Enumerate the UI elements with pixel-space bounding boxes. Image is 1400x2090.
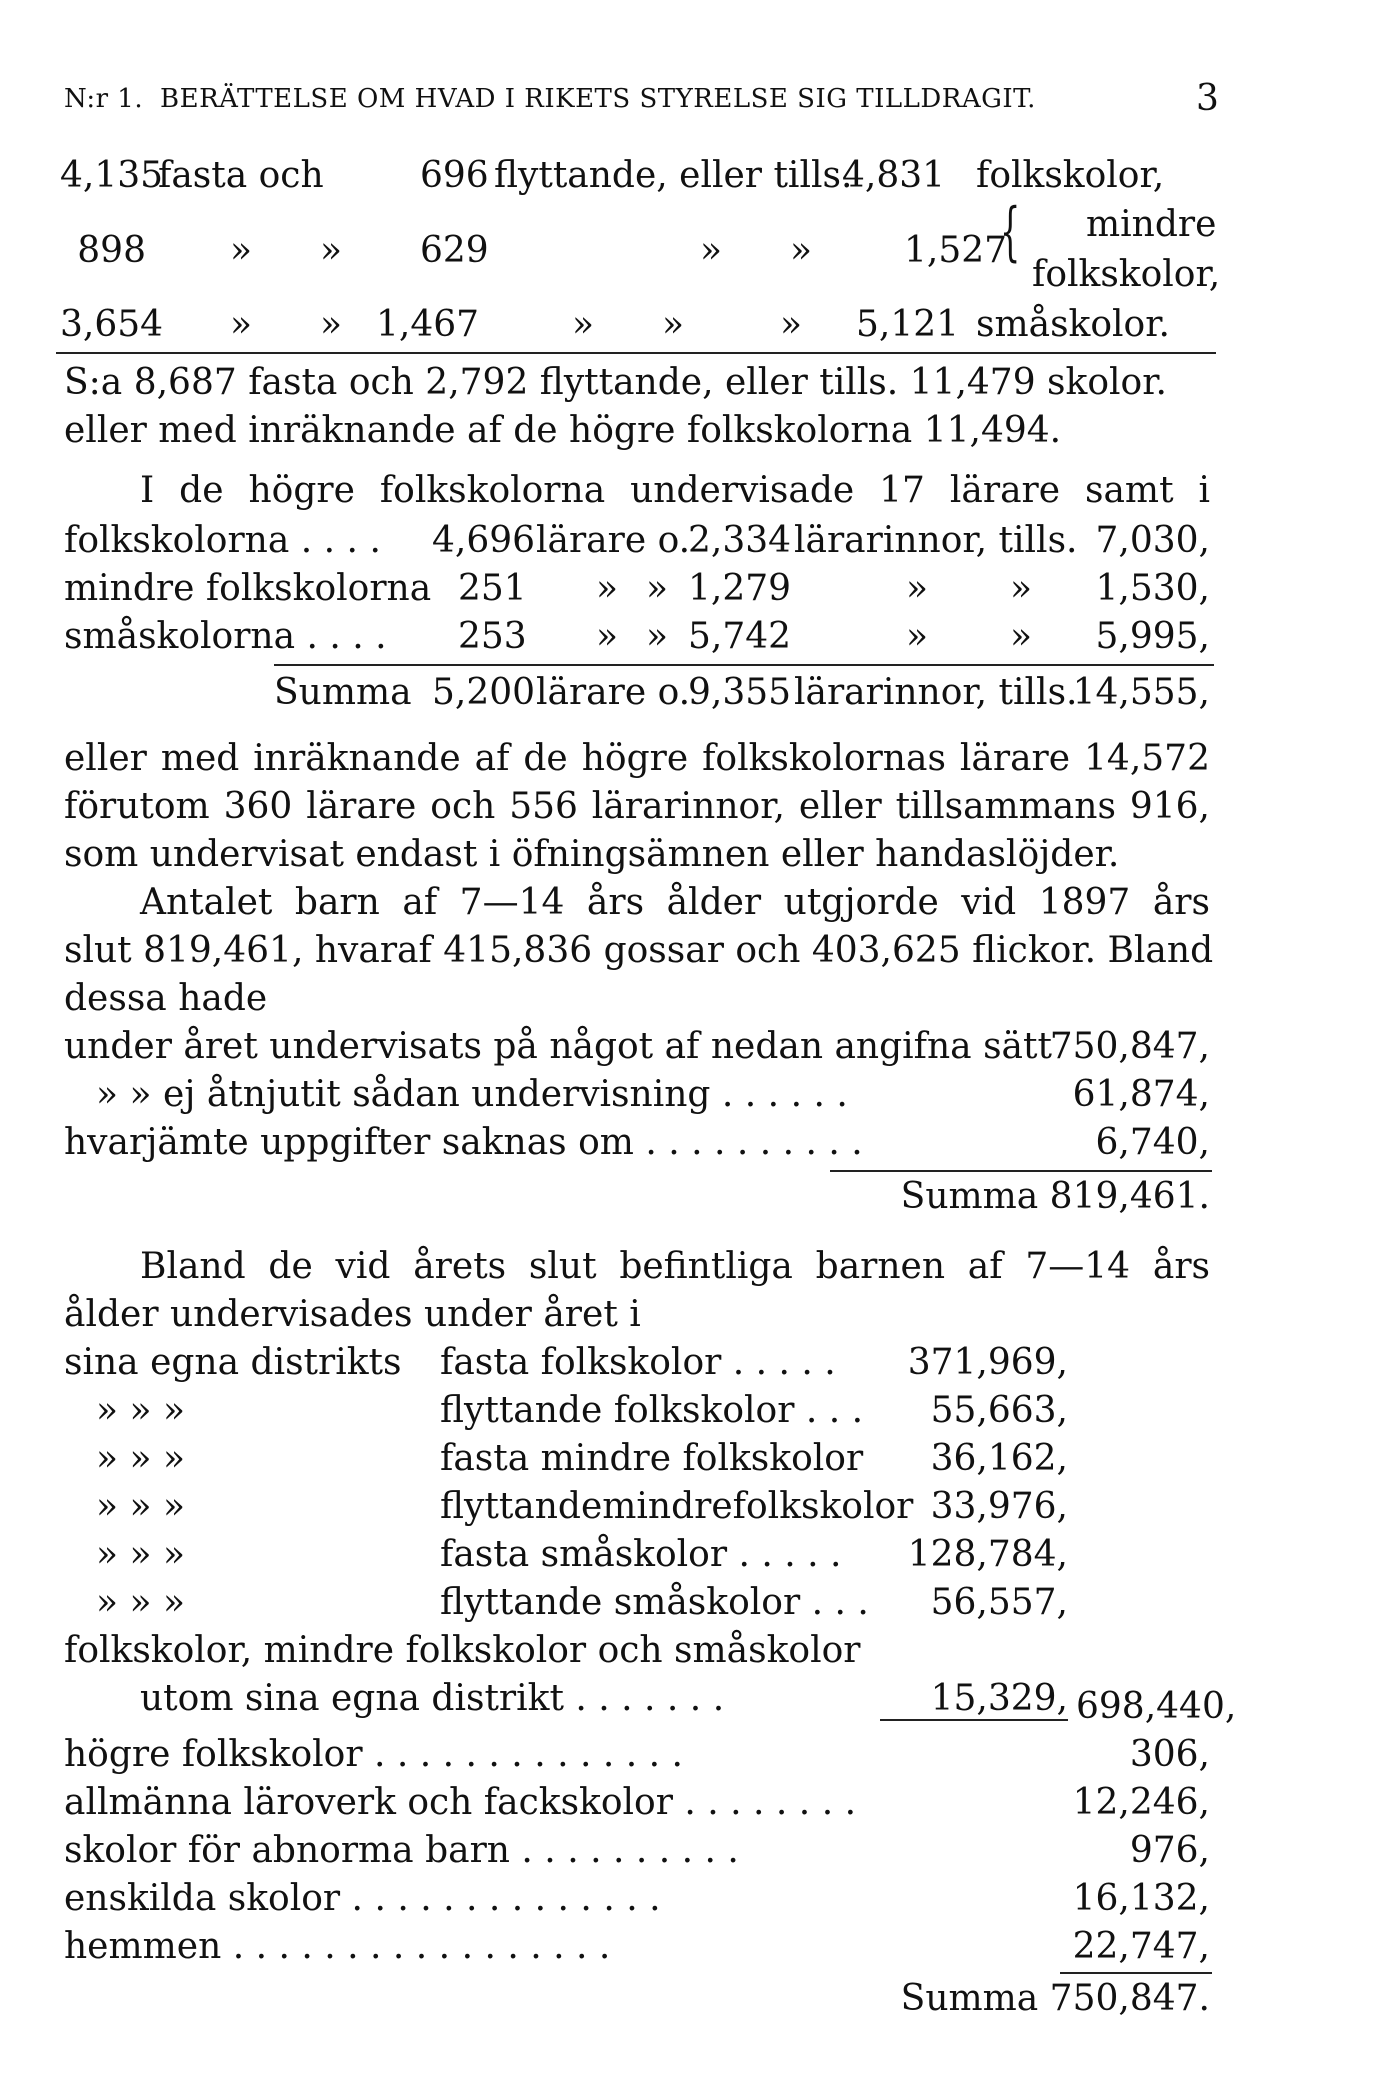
distribution-intro-line: ålder undervisades under året i	[64, 1294, 641, 1335]
teachers-row3-total: 5,995,	[1095, 616, 1210, 657]
page-number: 3	[1196, 78, 1219, 119]
teachers-summa-mid: lärare o.	[536, 672, 691, 713]
paragraph-line: slut 819,461, hvaraf 415,836 gossar och 403,625 flickor. Bland	[64, 930, 1214, 971]
row2-kind-bottom: folkskolor,	[1032, 254, 1221, 295]
teachers-row3-ditto-2: »	[646, 616, 669, 657]
row2-ditto-4: »	[790, 230, 813, 271]
teachers-row1-suffix: lärarinnor, tills.	[794, 520, 1078, 561]
teachers-row3-larare: 253	[458, 616, 527, 657]
row2-total: 1,527	[904, 230, 1008, 271]
paragraph-line: Antalet barn af 7—14 års ålder utgjorde vid 1897 års	[140, 882, 1210, 923]
distribution-row-prefix: » » »	[96, 1390, 185, 1431]
row1-fasta: 4,135	[60, 155, 164, 196]
teachers-row1-total: 7,030,	[1095, 520, 1210, 561]
paragraph-line: eller med inräknande af de högre folkskolornas lärare 14,572	[64, 738, 1210, 779]
row1-label-flytt: flyttande, eller tills.	[494, 155, 853, 196]
row1-total: 4,831	[842, 155, 946, 196]
distribution-other-value: 12,246,	[1072, 1782, 1210, 1823]
distribution-row-label: flyttande folkskolor . . .	[440, 1390, 864, 1431]
distribution-rule	[1060, 1972, 1212, 1974]
children-row-label: hvarjämte uppgifter saknas om . . . . . . . . . .	[64, 1122, 863, 1163]
distribution-subtotal: 698,440,	[1076, 1686, 1237, 1727]
row3-ditto-5: »	[780, 304, 803, 345]
teachers-row2-label: mindre folkskolorna	[64, 568, 432, 609]
distribution-row-label: flyttande småskolor . . .	[440, 1582, 869, 1623]
row3-flyttande: 1,467	[376, 304, 480, 345]
row3-ditto-1: »	[230, 304, 253, 345]
children-rule	[830, 1170, 1212, 1172]
distribution-outside-line1: folkskolor, mindre folkskolor och småskolor	[64, 1630, 861, 1671]
teachers-summa-larare: 5,200	[432, 672, 536, 713]
teachers-row3-ditto-4: »	[1010, 616, 1033, 657]
table1-incl-line: eller med inräknande af de högre folkskolorna 11,494.	[64, 410, 1062, 451]
row1-flyttande: 696	[420, 155, 489, 196]
row3-ditto-4: »	[662, 304, 685, 345]
row2-flyttande: 629	[420, 230, 489, 271]
distribution-row-value: 128,784,	[907, 1534, 1068, 1575]
teachers-row3-lararinnor: 5,742	[688, 616, 792, 657]
distribution-row-value: 56,557,	[930, 1582, 1068, 1623]
children-row-value: 61,874,	[1072, 1074, 1210, 1115]
distribution-row-prefix: sina egna distrikts	[64, 1342, 402, 1383]
distribution-other-label: enskilda skolor . . . . . . . . . . . . . .	[64, 1878, 661, 1919]
distribution-row-value: 371,969,	[907, 1342, 1068, 1383]
distribution-row-prefix: » » »	[96, 1534, 185, 1575]
row2-ditto-3: »	[700, 230, 723, 271]
distribution-summa: Summa 750,847.	[900, 1978, 1210, 2019]
teachers-row3-ditto-3: »	[906, 616, 929, 657]
table1-rule	[56, 352, 1216, 354]
row3-total: 5,121	[856, 304, 960, 345]
teachers-row1-larare: 4,696	[432, 520, 536, 561]
row2-kind-top: mindre	[1086, 204, 1217, 245]
teachers-row3-ditto-1: »	[596, 616, 619, 657]
paragraph-line: förutom 360 lärare och 556 lärarinnor, eller tillsammans 916,	[64, 786, 1210, 827]
teachers-row2-ditto-1: »	[596, 568, 619, 609]
children-row-label: under året undervisats på något af nedan angifna sätt	[64, 1026, 1052, 1067]
teachers-row2-ditto-2: »	[646, 568, 669, 609]
teachers-rule	[274, 664, 1214, 666]
distribution-row-label: fasta folkskolor . . . . .	[440, 1342, 836, 1383]
children-row-value: 750,847,	[1049, 1026, 1210, 1067]
children-row-value: 6,740,	[1095, 1122, 1210, 1163]
distribution-row-prefix: » » »	[96, 1438, 185, 1479]
distribution-other-label: högre folkskolor . . . . . . . . . . . . . .	[64, 1734, 683, 1775]
row1-kind: folkskolor,	[976, 155, 1165, 196]
table1-sum-line: S:a 8,687 fasta och 2,792 flyttande, eller tills. 11,479 skolor.	[64, 362, 1167, 403]
teachers-summa-lararinnor: 9,355	[688, 672, 792, 713]
distribution-row-value: 36,162,	[930, 1438, 1068, 1479]
distribution-other-value: 306,	[1129, 1734, 1210, 1775]
distribution-row-label: fasta småskolor . . . . .	[440, 1534, 842, 1575]
teachers-summa-label: Summa	[274, 672, 412, 713]
teachers-row2-ditto-3: »	[906, 568, 929, 609]
distribution-row-prefix: » » »	[96, 1486, 185, 1527]
teachers-summa-total: 14,555,	[1072, 672, 1210, 713]
teachers-row2-larare: 251	[458, 568, 527, 609]
teachers-row2-total: 1,530,	[1095, 568, 1210, 609]
distribution-intro-line: Bland de vid årets slut befintliga barnen af 7—14 års	[140, 1246, 1210, 1287]
distribution-other-label: hemmen . . . . . . . . . . . . . . . . .	[64, 1926, 611, 1967]
brace-icon: {	[1000, 195, 1021, 269]
distribution-outside-line2: utom sina egna distrikt . . . . . . .	[140, 1678, 725, 1719]
header-issue-number: N:r 1.	[64, 84, 144, 114]
teachers-summa-suffix: lärarinnor, tills.	[794, 672, 1078, 713]
row3-fasta: 3,654	[60, 304, 164, 345]
distribution-other-value: 22,747,	[1072, 1926, 1210, 1967]
row3-ditto-2: »	[320, 304, 343, 345]
children-row-label: » » ej åtnjutit sådan undervisning . . . . . .	[96, 1074, 848, 1115]
paragraph-line: som undervisat endast i öfningsämnen eller handaslöjder.	[64, 834, 1120, 875]
row2-ditto-2: »	[320, 230, 343, 271]
teachers-row1-mid: lärare o.	[536, 520, 691, 561]
row2-ditto-1: »	[230, 230, 253, 271]
children-summa: Summa 819,461.	[900, 1176, 1210, 1217]
teachers-row3-label: småskolorna . . . .	[64, 616, 387, 657]
distribution-other-label: skolor för abnorma barn . . . . . . . . . .	[64, 1830, 739, 1871]
distribution-row-prefix: » » »	[96, 1582, 185, 1623]
row3-kind: småskolor.	[976, 304, 1170, 345]
paragraph-line: dessa hade	[64, 978, 268, 1019]
row2-fasta: 898	[77, 230, 146, 271]
distribution-outside-value: 15,329,	[880, 1678, 1068, 1721]
distribution-row-label: fasta mindre folkskolor	[440, 1438, 864, 1479]
row3-ditto-3: »	[572, 304, 595, 345]
distribution-row-label: flyttandemindrefolkskolor	[440, 1486, 914, 1527]
row1-label-och: fasta och	[158, 155, 324, 196]
teachers-intro: I de högre folkskolorna undervisade 17 lärare samt i	[140, 470, 1210, 511]
distribution-other-label: allmänna läroverk och fackskolor . . . . . . . .	[64, 1782, 857, 1823]
distribution-other-value: 16,132,	[1072, 1878, 1210, 1919]
distribution-row-value: 33,976,	[930, 1486, 1068, 1527]
teachers-row2-lararinnor: 1,279	[688, 568, 792, 609]
teachers-row1-lararinnor: 2,334	[688, 520, 792, 561]
teachers-row2-ditto-4: »	[1010, 568, 1033, 609]
distribution-other-value: 976,	[1129, 1830, 1210, 1871]
teachers-row1-label: folkskolorna . . . .	[64, 520, 381, 561]
distribution-row-value: 55,663,	[930, 1390, 1068, 1431]
header-title: BERÄTTELSE OM HVAD I RIKETS STYRELSE SIG TILLDRAGIT.	[160, 84, 1036, 114]
